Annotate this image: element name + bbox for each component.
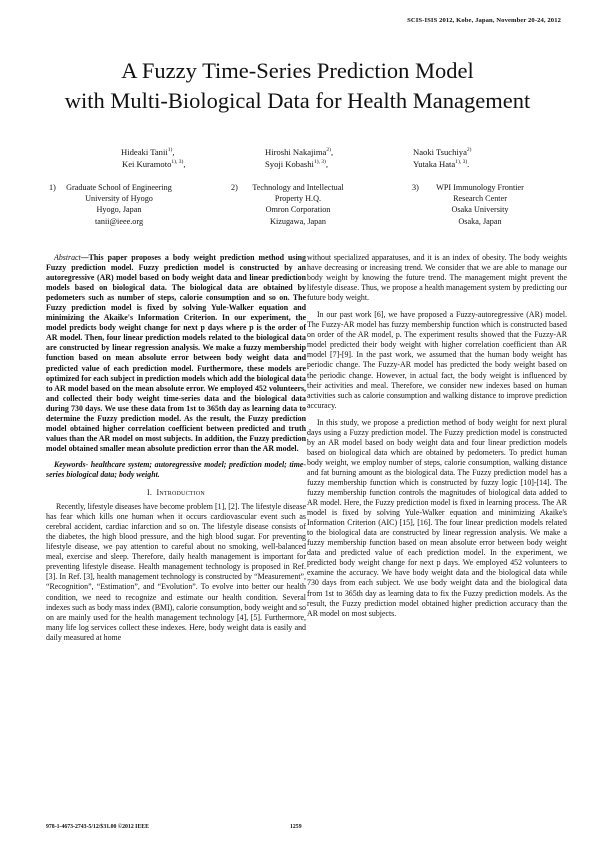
affiliation-3: [412, 182, 548, 227]
intro-paragraph-continued: without specialized apparatuses, and it is an index of obesity. The body weights have decreasing or increasing trend. We consider that we are able to manage our body weight by knowing the future trend. The management might prevent the lifestyle disease. Thus, we propose a health management system by predicting our future body weight.: [307, 253, 567, 303]
author-name: Naoki Tsuchiya: [413, 147, 467, 157]
author-name: Hiroshi Nakajima: [265, 147, 327, 157]
intro-paragraph-2: In our past work [6], we have proposed a Fuzzy-autoregressive (AR) model. The Fuzzy-AR model has fuzzy membership function which is constructed based on order of the AR model, p. The experiment results showed that the Fuzzy-AR model predicted their body weight with higher correlation coefficient than AR model [7]-[9]. In the past work, we assumed that the human body weight has periodic change. The Fuzzy-AR model has predicted the body weight based on the periodic change. However, in actual fact, the body weight is influenced by their activities and meal. Therefore, we consider new indexes based on human activities such as calorie consumption and walking distance to improve prediction accuracy.: [307, 310, 567, 410]
keywords-text: healthcare system; autoregressive model; prediction model; time-series biological data; body weight.: [46, 459, 306, 479]
affiliation-number: 2): [231, 183, 238, 192]
footer-copyright: 978-1-4673-2743-5/12/$31.00 ©2012 IEEE: [46, 824, 150, 830]
intro-paragraph-3: In this study, we propose a prediction method of body weight for next plural days using a Fuzzy prediction model. The Fuzzy prediction model is constructed by an AR model based on body weight data and four linear prediction models based on biological data which are obtained by pedometers. To predict human body weight, we employ number of steps, calorie consumption, walking distance and fat burning amount as the biological data. The Fuzzy prediction model has a fuzzy membership function which is constructed by fuzzy logic [10]-[14]. The fuzzy membership function controls the magnitudes of biological data added to AR model. Here, the Fuzzy prediction model is fixed in learning process. The AR model is fixed by solving Yule-Walker equation and minimizing Akaike's Information Criterion (AIC) [15], [16]. The four linear prediction models related to the biological data are constructed by linear regression analysis. We make a fuzzy membership function based on mean absolute error between body weight data and predicted value of each prediction model. In the experiment, we predicted body weight change for next p days. We employed 452 volunteers to examine the accuracy. We have body weight data and the biological data while 730 days from each subject. We use body weight data and the biological data from 1st to 365th day as learning data to fix the Fuzzy prediction models. As the result, the Fuzzy prediction model obtained higher prediction accuracy than the AR model on most subjects.: [307, 417, 567, 618]
abstract-label: Abstract: [54, 253, 81, 262]
paper-title: [0, 56, 595, 116]
title-line-2: with Multi-Biological Data for Health Management: [64, 88, 531, 113]
author-4: [122, 158, 185, 170]
author-3: [413, 146, 472, 158]
affiliation-2: [231, 182, 365, 227]
affiliation-email: tanii@ieee.org: [94, 216, 144, 226]
author-name: Syoji Kobashi: [265, 159, 314, 169]
title-line-1: A Fuzzy Time-Series Prediction Model: [121, 58, 474, 83]
author-name: Yutaka Hata: [413, 159, 456, 169]
affiliation-line: WPI Immunology Frontier: [436, 183, 524, 192]
keywords: [46, 460, 306, 480]
affiliation-line: Osaka, Japan: [458, 216, 502, 226]
affiliation-line: Osaka University: [451, 205, 509, 215]
section-heading: [46, 488, 306, 498]
section-number: I.: [147, 488, 153, 498]
affiliation-number: 1): [49, 183, 56, 192]
author-6: [413, 158, 469, 170]
author-affil-mark: 1), 3): [171, 159, 184, 165]
author-sep: ,: [330, 147, 334, 157]
author-affil-mark: 1): [167, 147, 173, 153]
section-title: Introduction: [156, 488, 205, 498]
affiliation-line: Technology and Intellectual: [252, 183, 344, 192]
author-5: [265, 158, 328, 170]
affiliation-line: Graduate School of Engineering: [66, 183, 172, 192]
author-affil-mark: 2): [326, 147, 331, 153]
abstract-text: This paper proposes a body weight prediction method using Fuzzy prediction model. Fuzzy prediction model is constructed by an autoregressive (AR) model based on body weight data and linear prediction models based on biological data. The biological data are obtained by pedometers such as number of steps, calorie consumption and so on. The Fuzzy prediction model is fixed by solving Yule-Walker equation and minimizing the Akaike's Information Criterion. In our experiment, the model predicts body weight change for next p days where p is the order of AR model. Then, four linear prediction models related to the biological data are constructed by linear regression analysis. We make a fuzzy membership function based on mean absolute error between body weight data and predicted value of each prediction model. Furthermore, these models are optimized for each subject in prediction models which add the biological data to AR model based on the mean absolute error. We employed 452 volunteers, and collected their body weight time-series data and the biological data during 730 days. We use these data from 1st to 365th day as learning data to determine the Fuzzy prediction model. As the result, the Fuzzy prediction model obtained higher correlation coefficient between predicted and truth values than the AR model on most subjects. In addition, the Fuzzy prediction model obtained smaller mean absolute prediction error than the AR model.: [46, 253, 306, 453]
author-sep: ,: [325, 159, 329, 169]
keywords-label: Keywords-: [54, 459, 89, 469]
right-column: [307, 253, 567, 619]
intro-paragraph-1: Recently, lifestyle diseases have become problem [1], [2]. The lifestyle disease has fear which kills one human when it occurs cardiovascular event such as cerebral accident, cardiac infarction and so on. The lifestyle disease consists of the diabetes, the high blood pressure, and the high blood sugar. For preventing lifestyle disease, we pay attention to careful about no smoking, well-balanced meal, exercise and sleep. Therefore, daily health management is important for preventing lifestyle disease. Health management technology is proposed in Ref. [3]. In Ref. [3], health management technology is constructed by “Measurement”, “Recognition”, “Estimation”, and “Evolution”. To evolve into better our health condition, we need to recognize and estimate our health condition. Several indexes such as body mass index (BMI), calorie consumption, body weight and so on are mainly used for the health management technology [4], [5]. Furthermore, many life log services collect these indexes. Here, body weight data is easily and daily measured at home: [46, 502, 306, 642]
affiliation-number: 3): [412, 183, 419, 192]
affiliation-line: University of Hyogo: [85, 194, 153, 204]
affiliation-1: [49, 182, 189, 227]
author-affil-mark: 2): [466, 147, 472, 153]
author-name: Hideaki Tanii: [121, 147, 168, 157]
affiliation-line: Omron Corporation: [265, 205, 331, 215]
page-number: 1259: [290, 824, 302, 830]
abstract-dash: —: [80, 253, 89, 262]
author-1: [121, 146, 174, 158]
affiliation-line: Hyogo, Japan: [96, 205, 142, 215]
author-sep: ,: [183, 159, 186, 169]
author-sep: ,: [172, 147, 175, 157]
author-2: [265, 146, 333, 158]
author-sep: .: [467, 159, 470, 169]
affiliation-line: Research Center: [453, 194, 507, 204]
affiliation-line: Property H.Q.: [274, 194, 322, 204]
author-affil-mark: 1), 3): [313, 159, 326, 165]
affiliation-line: Kizugawa, Japan: [270, 216, 326, 226]
abstract: [46, 253, 306, 454]
author-name: Kei Kuramoto: [122, 159, 172, 169]
running-head: SCIS-ISIS 2012, Kobe, Japan, November 20-24, 2012: [407, 17, 561, 24]
left-column: [46, 253, 306, 643]
author-affil-mark: 1), 3): [455, 159, 468, 165]
